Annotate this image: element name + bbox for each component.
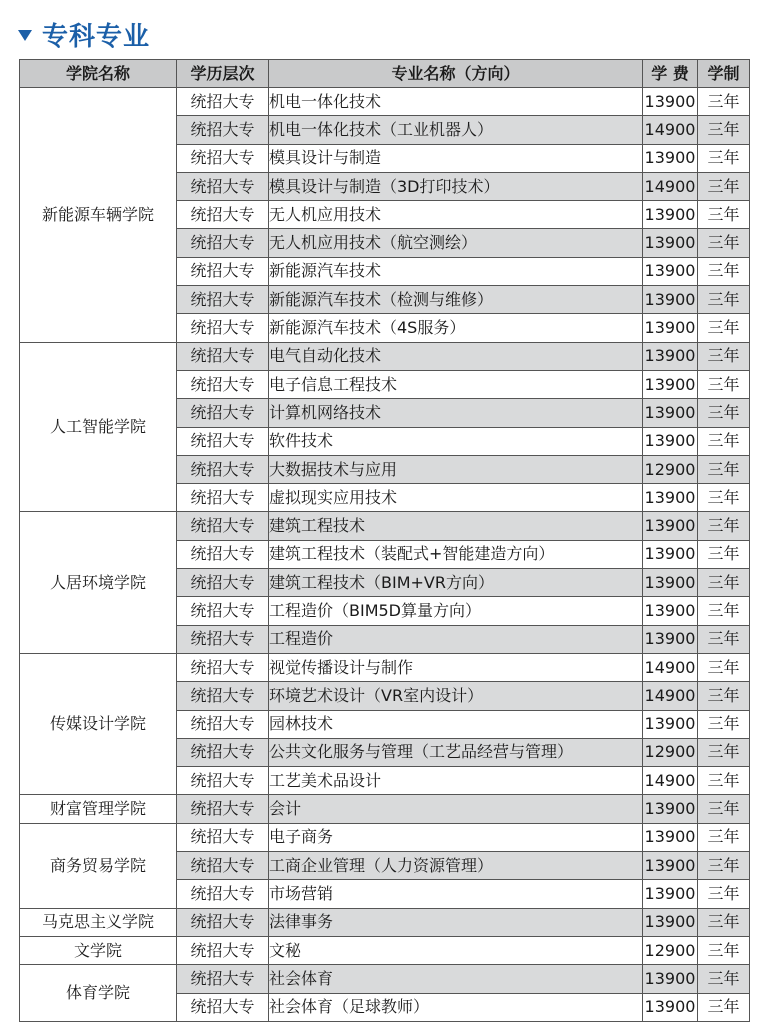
- table-row: [20, 795, 750, 823]
- header-fee: 学 费: [643, 60, 698, 88]
- duration-cell: 三年: [698, 314, 750, 342]
- major-cell: 新能源汽车技术（检测与维修）: [269, 286, 643, 314]
- major-cell: 工商企业管理（人力资源管理）: [269, 852, 643, 880]
- level-cell: 统招大专: [177, 116, 269, 144]
- major-cell: 法律事务: [269, 908, 643, 936]
- duration-cell: 三年: [698, 512, 750, 540]
- duration-cell: 三年: [698, 880, 750, 908]
- table-row: [20, 823, 750, 851]
- major-cell: 机电一体化技术: [269, 88, 643, 116]
- table-row: [20, 512, 750, 540]
- duration-cell: 三年: [698, 257, 750, 285]
- duration-cell: 三年: [698, 597, 750, 625]
- fee-cell: 12900: [643, 455, 698, 483]
- level-cell: 统招大专: [177, 993, 269, 1021]
- duration-cell: 三年: [698, 172, 750, 200]
- level-cell: 统招大专: [177, 88, 269, 116]
- major-cell: 无人机应用技术（航空测绘）: [269, 229, 643, 257]
- table-row: [20, 965, 750, 993]
- fee-cell: 13900: [643, 597, 698, 625]
- table-row: [20, 653, 750, 681]
- level-cell: 统招大专: [177, 399, 269, 427]
- header-major: 专业名称（方向）: [269, 60, 643, 88]
- major-cell: 模具设计与制造（3D打印技术）: [269, 172, 643, 200]
- level-cell: 统招大专: [177, 653, 269, 681]
- level-cell: 统招大专: [177, 257, 269, 285]
- level-cell: 统招大专: [177, 682, 269, 710]
- majors-table: [19, 59, 750, 1022]
- triangle-marker-icon: [18, 30, 32, 41]
- fee-cell: 13900: [643, 625, 698, 653]
- major-cell: 计算机网络技术: [269, 399, 643, 427]
- fee-cell: 13900: [643, 795, 698, 823]
- table-body: [20, 88, 750, 1022]
- duration-cell: 三年: [698, 993, 750, 1021]
- major-cell: 大数据技术与应用: [269, 455, 643, 483]
- fee-cell: 14900: [643, 116, 698, 144]
- major-cell: 园林技术: [269, 710, 643, 738]
- fee-cell: 12900: [643, 936, 698, 964]
- page-title: 专科专业: [42, 21, 151, 52]
- header-duration: 学制: [698, 60, 750, 88]
- college-name-cell: 体育学院: [20, 965, 177, 1022]
- table-row: [20, 342, 750, 370]
- fee-cell: 13900: [643, 257, 698, 285]
- major-cell: 工程造价: [269, 625, 643, 653]
- fee-cell: 13900: [643, 569, 698, 597]
- level-cell: 统招大专: [177, 144, 269, 172]
- duration-cell: 三年: [698, 569, 750, 597]
- table-row: [20, 936, 750, 964]
- duration-cell: 三年: [698, 653, 750, 681]
- duration-cell: 三年: [698, 342, 750, 370]
- level-cell: 统招大专: [177, 342, 269, 370]
- major-cell: 工艺美术品设计: [269, 767, 643, 795]
- level-cell: 统招大专: [177, 710, 269, 738]
- fee-cell: 13900: [643, 229, 698, 257]
- college-name-cell: 人工智能学院: [20, 342, 177, 512]
- level-cell: 统招大专: [177, 314, 269, 342]
- major-cell: 建筑工程技术（装配式+智能建造方向）: [269, 540, 643, 568]
- fee-cell: 13900: [643, 427, 698, 455]
- major-cell: 电子商务: [269, 823, 643, 851]
- major-cell: 模具设计与制造: [269, 144, 643, 172]
- major-cell: 公共文化服务与管理（工艺品经营与管理）: [269, 738, 643, 766]
- fee-cell: 13900: [643, 512, 698, 540]
- duration-cell: 三年: [698, 738, 750, 766]
- duration-cell: 三年: [698, 484, 750, 512]
- fee-cell: 13900: [643, 342, 698, 370]
- major-cell: 视觉传播设计与制作: [269, 653, 643, 681]
- level-cell: 统招大专: [177, 427, 269, 455]
- duration-cell: 三年: [698, 823, 750, 851]
- fee-cell: 13900: [643, 993, 698, 1021]
- fee-cell: 13900: [643, 370, 698, 398]
- major-cell: 建筑工程技术: [269, 512, 643, 540]
- college-name-cell: 马克思主义学院: [20, 908, 177, 936]
- major-cell: 机电一体化技术（工业机器人）: [269, 116, 643, 144]
- fee-cell: 13900: [643, 880, 698, 908]
- level-cell: 统招大专: [177, 540, 269, 568]
- header-college: 学院名称: [20, 60, 177, 88]
- major-cell: 新能源汽车技术: [269, 257, 643, 285]
- college-name-cell: 传媒设计学院: [20, 653, 177, 794]
- level-cell: 统招大专: [177, 767, 269, 795]
- fee-cell: 13900: [643, 286, 698, 314]
- level-cell: 统招大专: [177, 908, 269, 936]
- duration-cell: 三年: [698, 852, 750, 880]
- header-level: 学历层次: [177, 60, 269, 88]
- fee-cell: 13900: [643, 144, 698, 172]
- level-cell: 统招大专: [177, 738, 269, 766]
- level-cell: 统招大专: [177, 625, 269, 653]
- table-header-row: [20, 60, 750, 88]
- duration-cell: 三年: [698, 370, 750, 398]
- major-cell: 会计: [269, 795, 643, 823]
- duration-cell: 三年: [698, 144, 750, 172]
- fee-cell: 13900: [643, 484, 698, 512]
- major-cell: 无人机应用技术: [269, 201, 643, 229]
- fee-cell: 12900: [643, 738, 698, 766]
- fee-cell: 13900: [643, 314, 698, 342]
- duration-cell: 三年: [698, 427, 750, 455]
- level-cell: 统招大专: [177, 965, 269, 993]
- duration-cell: 三年: [698, 201, 750, 229]
- college-name-cell: 文学院: [20, 936, 177, 964]
- fee-cell: 13900: [643, 852, 698, 880]
- fee-cell: 14900: [643, 172, 698, 200]
- level-cell: 统招大专: [177, 597, 269, 625]
- college-name-cell: 人居环境学院: [20, 512, 177, 653]
- major-cell: 电气自动化技术: [269, 342, 643, 370]
- duration-cell: 三年: [698, 795, 750, 823]
- duration-cell: 三年: [698, 908, 750, 936]
- fee-cell: 14900: [643, 767, 698, 795]
- fee-cell: 13900: [643, 540, 698, 568]
- table-row: [20, 908, 750, 936]
- duration-cell: 三年: [698, 682, 750, 710]
- major-cell: 虚拟现实应用技术: [269, 484, 643, 512]
- major-cell: 工程造价（BIM5D算量方向）: [269, 597, 643, 625]
- major-cell: 电子信息工程技术: [269, 370, 643, 398]
- level-cell: 统招大专: [177, 172, 269, 200]
- major-cell: 环境艺术设计（VR室内设计）: [269, 682, 643, 710]
- level-cell: 统招大专: [177, 286, 269, 314]
- college-name-cell: 财富管理学院: [20, 795, 177, 823]
- table-row: [20, 88, 750, 116]
- major-cell: 新能源汽车技术（4S服务）: [269, 314, 643, 342]
- level-cell: 统招大专: [177, 370, 269, 398]
- fee-cell: 14900: [643, 653, 698, 681]
- duration-cell: 三年: [698, 455, 750, 483]
- fee-cell: 13900: [643, 965, 698, 993]
- major-cell: 市场营销: [269, 880, 643, 908]
- level-cell: 统招大专: [177, 880, 269, 908]
- duration-cell: 三年: [698, 540, 750, 568]
- duration-cell: 三年: [698, 116, 750, 144]
- major-cell: 软件技术: [269, 427, 643, 455]
- level-cell: 统招大专: [177, 455, 269, 483]
- level-cell: 统招大专: [177, 201, 269, 229]
- duration-cell: 三年: [698, 936, 750, 964]
- level-cell: 统招大专: [177, 823, 269, 851]
- fee-cell: 13900: [643, 201, 698, 229]
- major-cell: 建筑工程技术（BIM+VR方向）: [269, 569, 643, 597]
- major-cell: 社会体育: [269, 965, 643, 993]
- level-cell: 统招大专: [177, 569, 269, 597]
- duration-cell: 三年: [698, 965, 750, 993]
- section-header: [18, 14, 150, 54]
- level-cell: 统招大专: [177, 795, 269, 823]
- fee-cell: 13900: [643, 908, 698, 936]
- duration-cell: 三年: [698, 286, 750, 314]
- major-cell: 社会体育（足球教师）: [269, 993, 643, 1021]
- fee-cell: 13900: [643, 88, 698, 116]
- fee-cell: 13900: [643, 710, 698, 738]
- duration-cell: 三年: [698, 229, 750, 257]
- level-cell: 统招大专: [177, 484, 269, 512]
- level-cell: 统招大专: [177, 229, 269, 257]
- college-name-cell: 商务贸易学院: [20, 823, 177, 908]
- level-cell: 统招大专: [177, 512, 269, 540]
- level-cell: 统招大专: [177, 936, 269, 964]
- college-name-cell: 新能源车辆学院: [20, 88, 177, 343]
- level-cell: 统招大专: [177, 852, 269, 880]
- major-cell: 文秘: [269, 936, 643, 964]
- fee-cell: 13900: [643, 399, 698, 427]
- fee-cell: 14900: [643, 682, 698, 710]
- duration-cell: 三年: [698, 88, 750, 116]
- duration-cell: 三年: [698, 767, 750, 795]
- duration-cell: 三年: [698, 399, 750, 427]
- duration-cell: 三年: [698, 625, 750, 653]
- duration-cell: 三年: [698, 710, 750, 738]
- fee-cell: 13900: [643, 823, 698, 851]
